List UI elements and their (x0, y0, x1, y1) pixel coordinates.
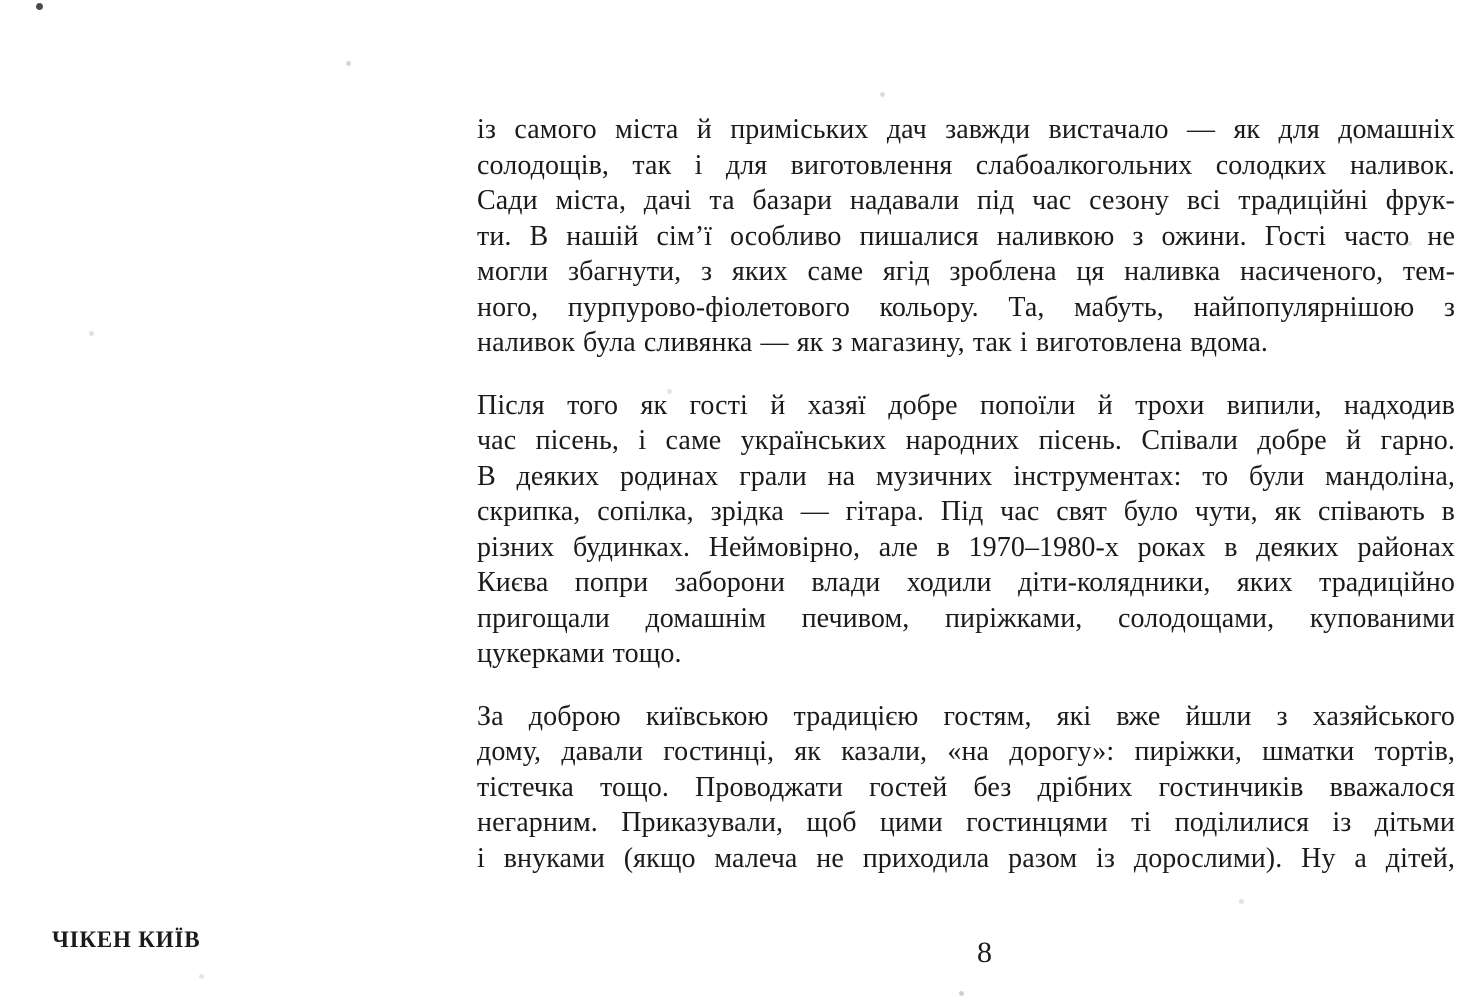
text-line: час пісень, і саме українських народних пісень. Співали добре й гарно. (477, 425, 1455, 456)
text-line: наливок була сливянка — як з магазину, так і виготовлена вдома. (477, 327, 1268, 358)
text-line: скрипка, сопілка, зрідка — гітара. Під час свят було чути, як співають в (477, 496, 1455, 527)
text-line: тістечка тощо. Проводжати гостей без дрібних гостинчиків вважалося (477, 771, 1455, 803)
text-line: Києва попри заборони влади ходили діти-колядники, яких традиційно (477, 567, 1455, 598)
text-line: дому, давали гостинці, як казали, «на дорогу»: пиріжки, шматки тортів, (477, 736, 1455, 767)
text-line: могли збагнути, з яких саме ягід зроблена ця наливка насиченого, тем- (477, 256, 1455, 287)
text-line: солодощів, так і для виготовлення слабоалкогольних солодких наливок. (477, 149, 1455, 181)
page-number: 8 (977, 936, 992, 969)
text-line: негарним. Приказували, щоб цими гостинцями ті поділилися із дітьми (477, 807, 1455, 838)
text-line: В деяких родинах грали на музичних інструментах: то були мандоліна, (477, 460, 1455, 492)
text-line: пригощали домашнім печивом, пиріжками, солодощами, купованими (477, 602, 1455, 634)
text-line: Після того як гості й хазяї добре попоїли й трохи випили, надходив (477, 389, 1455, 421)
text-line: цукерками тощо. (477, 638, 682, 669)
running-footer-title: ЧІКЕН КИЇВ (52, 927, 201, 952)
paragraph (477, 388, 1455, 672)
page-text-column (477, 112, 1455, 903)
paragraph (477, 112, 1455, 361)
paragraph (477, 699, 1455, 877)
text-line: різних будинках. Неймовірно, але в 1970–1980-х роках в деяких районах (477, 531, 1455, 563)
text-line: ного, пурпурово-фіолетового кольору. Та, мабуть, найпопулярнішою з (477, 291, 1455, 323)
scan-noise (0, 0, 3, 3)
text-line: ти. В нашій сім’ї особливо пишалися наливкою з ожини. Гості часто не (477, 220, 1455, 252)
text-line: і внуками (якщо малеча не приходила разом із дорослими). Ну а дітей, (477, 842, 1455, 874)
text-line: із самого міста й приміських дач завжди вистачало — як для домашніх (477, 114, 1455, 145)
text-line: За доброю київською традицією гостям, які вже йшли з хазяйського (477, 700, 1455, 732)
text-line: Сади міста, дачі та базари надавали під час сезону всі традиційні фрук- (477, 185, 1455, 216)
